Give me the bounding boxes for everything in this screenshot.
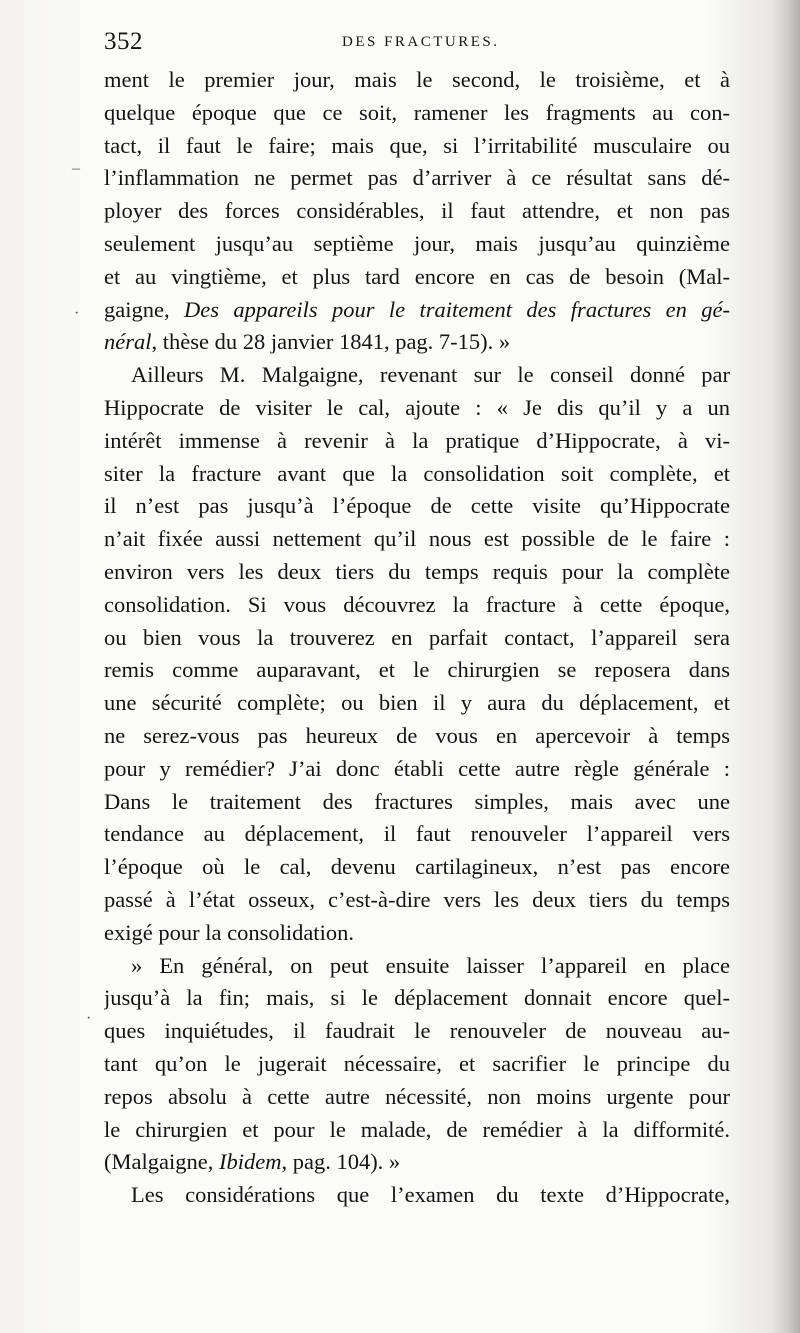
text-line: il n’est pas jusqu’à l’époque de cette visite qu’Hippocrate: [104, 493, 730, 519]
text-line: l’époque où le cal, devenu cartilagineux, n’est pas encore: [104, 854, 730, 880]
text-line: le chirurgien et pour le malade, de remédier à la difformité.: [104, 1116, 730, 1142]
text-line: pour y remédier? J’ai donc établi cette autre règle générale :: [104, 755, 730, 781]
margin-dot-mark: ·: [74, 305, 80, 322]
text-line: Dans le traitement des fractures simples, mais avec une: [104, 788, 730, 814]
text-line: exigé pour la consolidation.: [104, 919, 354, 945]
text-line: jusqu’à la fin; mais, si le déplacement donnait encore quel-: [104, 985, 730, 1011]
running-title: DES FRACTURES.: [342, 34, 500, 50]
text-line: quelque époque que ce soit, ramener les fragments au con-: [104, 99, 730, 125]
text-line: ployer des forces considérables, il faut attendre, et non pas: [104, 198, 730, 224]
text-line: remis comme auparavant, et le chirurgien se reposera dans: [104, 657, 730, 683]
margin-dot-mark: ·: [86, 1010, 92, 1027]
text-line: Hippocrate de visiter le cal, ajoute : « Je dis qu’il y a un: [104, 394, 730, 420]
text-line: (Malgaigne, Ibidem, pag. 104). »: [104, 1149, 401, 1175]
body-text: [104, 64, 730, 1212]
italic-citation: Des appareils pour le traitement des fractures en gé-: [184, 296, 730, 322]
text-line: tact, il faut le faire; mais que, si l’irritabilité musculaire ou: [104, 132, 730, 158]
text-line: l’inflammation ne permet pas d’arriver à ce résultat sans dé-: [104, 165, 730, 191]
text-line: ment le premier jour, mais le second, le troisième, et à: [104, 67, 730, 92]
italic-citation: Ibidem: [218, 1149, 282, 1175]
text-line: n’ait fixée aussi nettement qu’il nous est possible de le faire :: [104, 526, 730, 552]
text-line: une sécurité complète; ou bien il y aura du déplacement, et: [104, 690, 730, 716]
text-line: passé à l’état osseux, c’est-à-dire vers les deux tiers du temps: [104, 886, 730, 912]
text-line: ou bien vous la trouverez en parfait contact, l’appareil sera: [104, 624, 730, 650]
text-line: tendance au déplacement, il faut renouveler l’appareil vers: [104, 821, 730, 847]
text-line: néral, thèse du 28 janvier 1841, pag. 7-15). »: [104, 329, 511, 355]
text-line: ques inquiétudes, il faudrait le renouveler de nouveau au-: [104, 1018, 730, 1044]
italic-citation: néral: [104, 329, 152, 355]
text-line: intérêt immense à revenir à la pratique d’Hippocrate, à vi-: [104, 427, 730, 453]
text-line: seulement jusqu’au septième jour, mais jusqu’au quinzième: [104, 230, 730, 256]
running-header: [104, 28, 730, 58]
text-line: environ vers les deux tiers du temps requis pour la complète: [104, 558, 730, 584]
paragraph-start-line: Ailleurs M. Malgaigne, revenant sur le conseil donné par: [131, 362, 730, 388]
paragraph-start-line: Les considérations que l’examen du texte d’Hippocrate,: [131, 1182, 730, 1208]
text-line: et au vingtième, et plus tard encore en cas de besoin (Mal-: [104, 263, 730, 289]
margin-tick-mark: –: [72, 160, 80, 177]
page-number: 352: [104, 28, 143, 55]
text-line: repos absolu à cette autre nécessité, non moins urgente pour: [104, 1083, 730, 1109]
text-line: gaigne, Des appareils pour le traitement des fractures en gé-: [104, 296, 730, 322]
paragraph-start-line: » En général, on peut ensuite laisser l’appareil en place: [131, 952, 730, 978]
text-line: ne serez-vous pas heureux de vous en apercevoir à temps: [104, 722, 730, 748]
page-edge-shadow: [772, 0, 800, 1333]
text-line: siter la fracture avant que la consolidation soit complète, et: [104, 460, 730, 486]
text-line: tant qu’on le jugerait nécessaire, et sacrifier le principe du: [104, 1050, 730, 1076]
text-line: consolidation. Si vous découvrez la fracture à cette époque,: [104, 591, 730, 617]
